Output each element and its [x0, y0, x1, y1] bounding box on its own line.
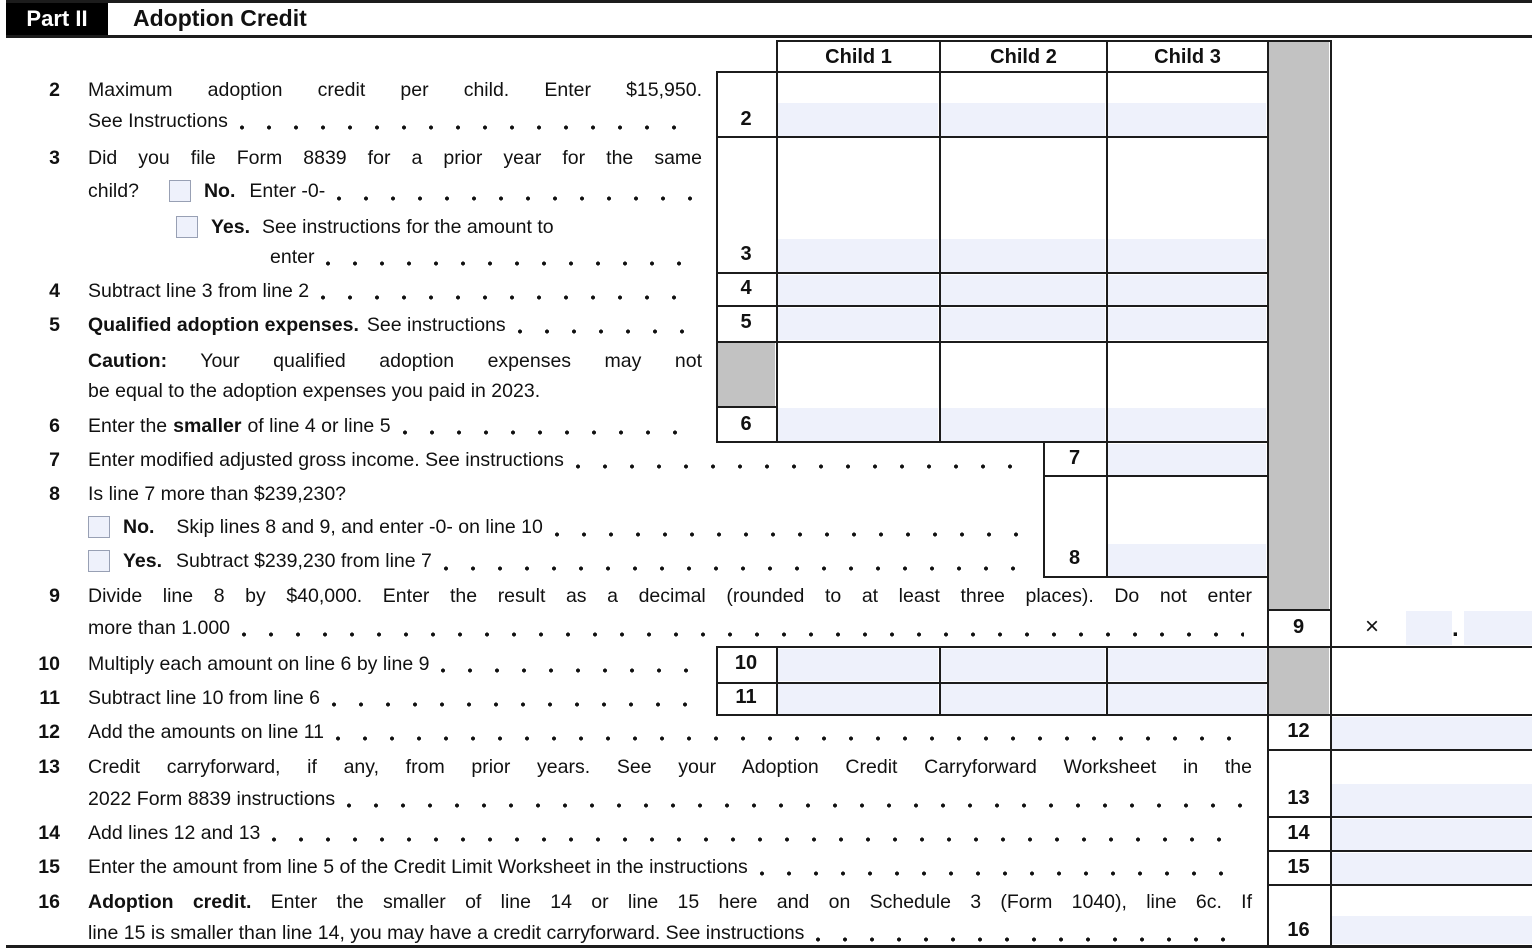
line13-text-2: [88, 788, 1250, 811]
line9-number: 9: [49, 585, 60, 607]
line9-text-1: Divide line 8 by $40,000. Enter the result as a decimal (rounded to at least three places). Do not enter: [88, 585, 1252, 607]
line15-box-label: 15: [1287, 856, 1310, 878]
line13-text-2-label: 2022 Form 8839 instructions: [88, 788, 336, 810]
line9-box-label: 9: [1292, 616, 1305, 638]
line2-text-1: Maximum adoption credit per child. Enter $15,950.: [88, 79, 702, 101]
line8-no-text: Skip lines 8 and 9, and enter -0- on line 10: [176, 516, 543, 538]
caution-text-1: [88, 350, 702, 373]
line3-lead-text: child?: [88, 180, 139, 202]
line6-bold-text: smaller: [173, 415, 242, 437]
line10-box-label: 10: [734, 652, 758, 674]
line7-text-label: Enter modified adjusted gross income. See instructions: [88, 449, 564, 471]
dot-leader: [444, 566, 1026, 571]
line3-text-4: [270, 246, 700, 269]
line5-rest-text: See instructions: [366, 314, 506, 336]
line16-box-label: 16: [1287, 919, 1310, 941]
line3-yes-text: See instructions for the amount to: [262, 216, 554, 238]
column-header-child2: Child 2: [990, 46, 1057, 68]
caution-text-2-label: be equal to the adoption expenses you paid in 2023.: [88, 380, 541, 402]
line3-no-text: Enter -0-: [249, 180, 326, 202]
line15-text-label: Enter the amount from line 5 of the Credit Limit Worksheet in the instructions: [88, 856, 748, 878]
line13-number: 13: [38, 756, 60, 778]
line8-box-label: 8: [1068, 547, 1081, 569]
line8-no-checkbox[interactable]: [88, 516, 110, 538]
line3-yes-row: [176, 216, 554, 240]
line5-number: 5: [49, 314, 60, 336]
line5-bold-text: Qualified adoption expenses.: [88, 314, 359, 336]
line4-text: [88, 280, 700, 303]
caution-rest: Your qualified adoption expenses may not: [200, 350, 702, 372]
dot-leader: [272, 837, 1244, 842]
dot-leader: [326, 261, 694, 266]
dot-leader: [321, 295, 694, 300]
page-title: Adoption Credit: [133, 5, 307, 31]
line11-box-label: 11: [735, 686, 757, 708]
line12-text-label: Add the amounts on line 11: [88, 721, 324, 743]
line6-number: 6: [49, 415, 60, 437]
line8-text-1: [88, 483, 346, 506]
line5-text: [88, 314, 700, 337]
line8-no-row: [88, 516, 1032, 540]
line3-no-label: No.: [203, 180, 236, 202]
line6-text: [88, 415, 700, 438]
column-header-child1: Child 1: [825, 46, 892, 68]
line14-box-label: 14: [1287, 822, 1310, 844]
line6-post-text: of line 4 or line 5: [247, 415, 391, 437]
line8-yes-row: [88, 550, 1032, 574]
line3-no-checkbox[interactable]: [169, 180, 191, 202]
line3-no-row: [88, 180, 700, 204]
line11-text: [88, 687, 700, 710]
line7-text: [88, 449, 1032, 472]
line7-number: 7: [49, 449, 60, 471]
line12-number: 12: [38, 721, 60, 743]
decimal-point: .: [1452, 615, 1459, 642]
line4-number: 4: [49, 280, 60, 302]
line8-number: 8: [49, 483, 60, 505]
multiplication-sign: ×: [1364, 613, 1379, 640]
line8-question-text: Is line 7 more than $239,230?: [88, 483, 347, 505]
caution-text-2: [88, 380, 540, 403]
line13-text-1: Credit carryforward, if any, from prior years. See your Adoption Credit Carryforward Worksheet in the: [88, 756, 1252, 778]
line10-text-label: Multiply each amount on line 6 by line 9: [88, 653, 430, 675]
line11-number: 11: [39, 687, 60, 709]
line12-box-label: 12: [1287, 720, 1310, 742]
line16-text-1: [88, 891, 1252, 914]
line16-rest-text: Enter the smaller of line 14 or line 15 here and on Schedule 3 (Form 1040), line 6c. If: [270, 891, 1252, 913]
line16-number: 16: [38, 891, 60, 913]
line16-text-2-label: line 15 is smaller than line 14, you may have a credit carryforward. See instructions: [88, 922, 805, 944]
dot-leader: [816, 937, 1244, 942]
line13-box-label: 13: [1287, 787, 1310, 809]
line3-yes-checkbox[interactable]: [176, 216, 198, 238]
line3-number: 3: [49, 147, 60, 169]
line10-number: 10: [38, 653, 60, 675]
part-ii-label: Part II: [26, 6, 88, 31]
line9-text-2-label: more than 1.000: [88, 617, 231, 639]
line10-text: [88, 653, 700, 676]
dot-leader: [760, 871, 1244, 876]
line11-text-label: Subtract line 10 from line 6: [88, 687, 320, 709]
dot-leader: [403, 430, 694, 435]
line3-text-1: Did you file Form 8839 for a prior year for the same: [88, 147, 702, 169]
line8-no-label: No.: [123, 516, 155, 538]
line2-text-2-label: See Instructions: [88, 110, 228, 132]
line14-text: [88, 822, 1250, 845]
dot-leader: [576, 464, 1026, 469]
line6-pre-text: Enter the: [88, 415, 168, 437]
column-header-child3: Child 3: [1154, 46, 1221, 68]
dot-leader: [518, 329, 694, 334]
line2-number: 2: [49, 79, 60, 101]
line2-box-label: 2: [740, 108, 752, 130]
line16-text-2: [88, 922, 1250, 945]
dot-leader: [555, 532, 1026, 537]
dot-leader: [347, 803, 1244, 808]
line14-number: 14: [38, 822, 60, 844]
line5-box-label: 5: [740, 311, 752, 333]
dot-leader: [332, 702, 694, 707]
line2-text-2: [88, 110, 700, 133]
bottom-rule: [6, 945, 1532, 948]
line8-yes-label: Yes.: [123, 550, 163, 572]
line3-yes-label: Yes.: [211, 216, 251, 238]
line16-bold-text: Adoption credit.: [88, 891, 252, 913]
line3-box-label: 3: [740, 243, 752, 265]
dot-leader: [337, 196, 694, 201]
dot-leader: [242, 632, 1244, 637]
line8-yes-text: Subtract $239,230 from line 7: [176, 550, 432, 572]
line15-number: 15: [38, 856, 60, 878]
line9-text-2: [88, 617, 1250, 640]
line6-box-label: 6: [740, 413, 752, 435]
line8-yes-checkbox[interactable]: [88, 550, 110, 572]
dot-leader: [441, 668, 694, 673]
line4-text-label: Subtract line 3 from line 2: [88, 280, 310, 302]
line3-enter-text: enter: [270, 246, 315, 268]
dot-leader: [336, 736, 1244, 741]
line14-text-label: Add lines 12 and 13: [88, 822, 261, 844]
line4-box-label: 4: [740, 277, 752, 299]
line12-text: [88, 721, 1250, 744]
line15-text: [88, 856, 1250, 879]
dot-leader: [240, 125, 694, 130]
line7-box-label: 7: [1068, 447, 1081, 469]
caution-label: Caution:: [88, 350, 168, 372]
